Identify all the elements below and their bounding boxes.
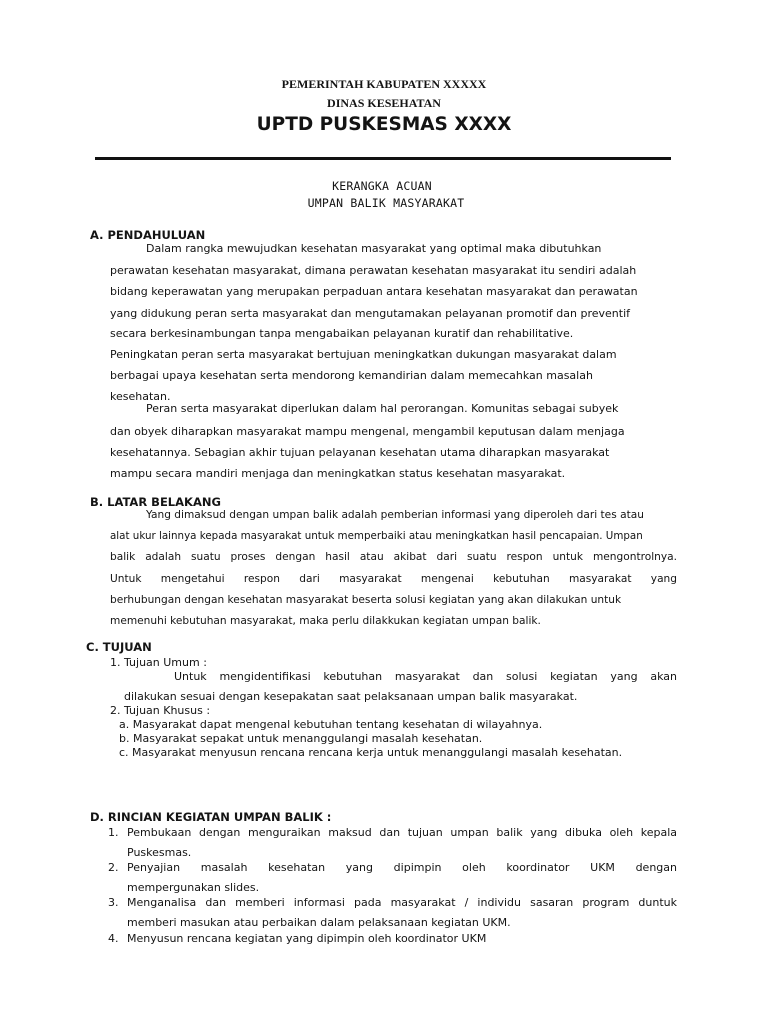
section-b-heading: B. LATAR BELAKANG [90, 495, 221, 509]
header-department: DINAS KESEHATAN [327, 96, 441, 110]
list-item: Pembukaan dengan menguraikan maksud dan tujuan umpan balik yang dibuka oleh kepala [127, 826, 677, 839]
paragraph-line: Untuk mengetahui respon dari masyarakat mengenai kebutuhan masyarakat yang [110, 573, 677, 585]
list-item-number: 3. [108, 896, 119, 909]
paragraph-line: kesehatan. [110, 390, 171, 403]
paragraph-line: yang didukung peran serta masyarakat dan mengutamakan pelayanan promotif dan preventif [110, 307, 630, 320]
paragraph-line: dan obyek diharapkan masyarakat mampu mengenal, mengambil keputusan dalam menjaga [110, 425, 625, 438]
paragraph-line: perawatan kesehatan masyarakat, dimana perawatan kesehatan masyarakat itu sendiri adalah [110, 264, 637, 277]
tujuan-khusus-item: c. Masyarakat menyusun rencana rencana kerja untuk menanggulangi masalah kesehatan. [119, 746, 623, 759]
tujuan-khusus-item: a. Masyarakat dapat mengenal kebutuhan tentang kesehatan di wilayahnya. [119, 718, 543, 731]
tujuan-umum-label: 1. Tujuan Umum : [110, 656, 207, 669]
header-government: PEMERINTAH KABUPATEN XXXXX [281, 77, 487, 91]
document-title-line1: KERANGKA ACUAN [332, 179, 432, 193]
paragraph-line: bidang keperawatan yang merupakan perpaduan antara kesehatan masyarakat dan perawatan [110, 285, 638, 298]
paragraph-line: Yang dimaksud dengan umpan balik adalah pemberian informasi yang diperoleh dari tes atau [146, 509, 644, 521]
paragraph-line: secara berkesinambungan tanpa mengabaikan pelayanan kuratif dan rehabilitative. [110, 327, 574, 340]
letterhead-divider [95, 157, 671, 160]
document-title-line2: UMPAN BALIK MASYARAKAT [307, 196, 465, 210]
paragraph-line: kesehatannya. Sebagian akhir tujuan pelayanan kesehatan utama diharapkan masyarakat [110, 446, 610, 459]
paragraph-line: mampu secara mandiri menjaga dan meningkatkan status kesehatan masyarakat. [110, 467, 566, 480]
header-institution: UPTD PUSKESMAS XXXX [256, 114, 512, 135]
paragraph-line: Peran serta masyarakat diperlukan dalam hal perorangan. Komunitas sebagai subyek [146, 402, 619, 415]
paragraph-line: balik adalah suatu proses dengan hasil atau akibat dari suatu respon untuk mengontrolnya. [110, 551, 677, 563]
paragraph-line: berbagai upaya kesehatan serta mendorong kemandirian dalam memecahkan masalah [110, 369, 593, 382]
tujuan-umum-line: dilakukan sesuai dengan kesepakatan saat pelaksanaan umpan balik masyarakat. [124, 690, 578, 703]
list-item-number: 1. [108, 826, 119, 839]
list-item-continuation: memberi masukan atau perbaikan dalam pelaksanaan kegiatan UKM. [127, 916, 511, 929]
section-a-heading: A. PENDAHULUAN [90, 228, 206, 242]
section-d-heading: D. RINCIAN KEGIATAN UMPAN BALIK : [90, 810, 332, 824]
list-item-continuation: Puskesmas. [127, 846, 192, 859]
list-item: Penyajian masalah kesehatan yang dipimpin oleh koordinator UKM dengan [127, 861, 677, 874]
paragraph-line: memenuhi kebutuhan masyarakat, maka perlu dilakkukan kegiatan umpan balik. [110, 615, 541, 627]
section-c-heading: C. TUJUAN [86, 640, 152, 654]
list-item: Menganalisa dan memberi informasi pada masyarakat / individu sasaran program duntuk [127, 896, 677, 909]
paragraph-line: alat ukur lainnya kepada masyarakat untuk memperbaiki atau meningkatkan hasil pencapaian. Umpan [110, 530, 643, 542]
tujuan-khusus-label: 2. Tujuan Khusus : [110, 704, 211, 717]
list-item-number: 4. [108, 932, 119, 945]
paragraph-line: berhubungan dengan kesehatan masyarakat beserta solusi kegiatan yang akan dilakukan untuk [110, 594, 622, 606]
tujuan-umum-line: Untuk mengidentifikasi kebutuhan masyarakat dan solusi kegiatan yang akan [174, 670, 677, 683]
list-item-number: 2. [108, 861, 119, 874]
tujuan-khusus-item: b. Masyarakat sepakat untuk menanggulangi masalah kesehatan. [119, 732, 483, 745]
paragraph-line: Peningkatan peran serta masyarakat bertujuan meningkatkan dukungan masyarakat dalam [110, 348, 617, 361]
paragraph-line: Dalam rangka mewujudkan kesehatan masyarakat yang optimal maka dibutuhkan [146, 242, 602, 255]
list-item-continuation: mempergunakan slides. [127, 881, 260, 894]
list-item: Menyusun rencana kegiatan yang dipimpin oleh koordinator UKM [127, 932, 487, 945]
